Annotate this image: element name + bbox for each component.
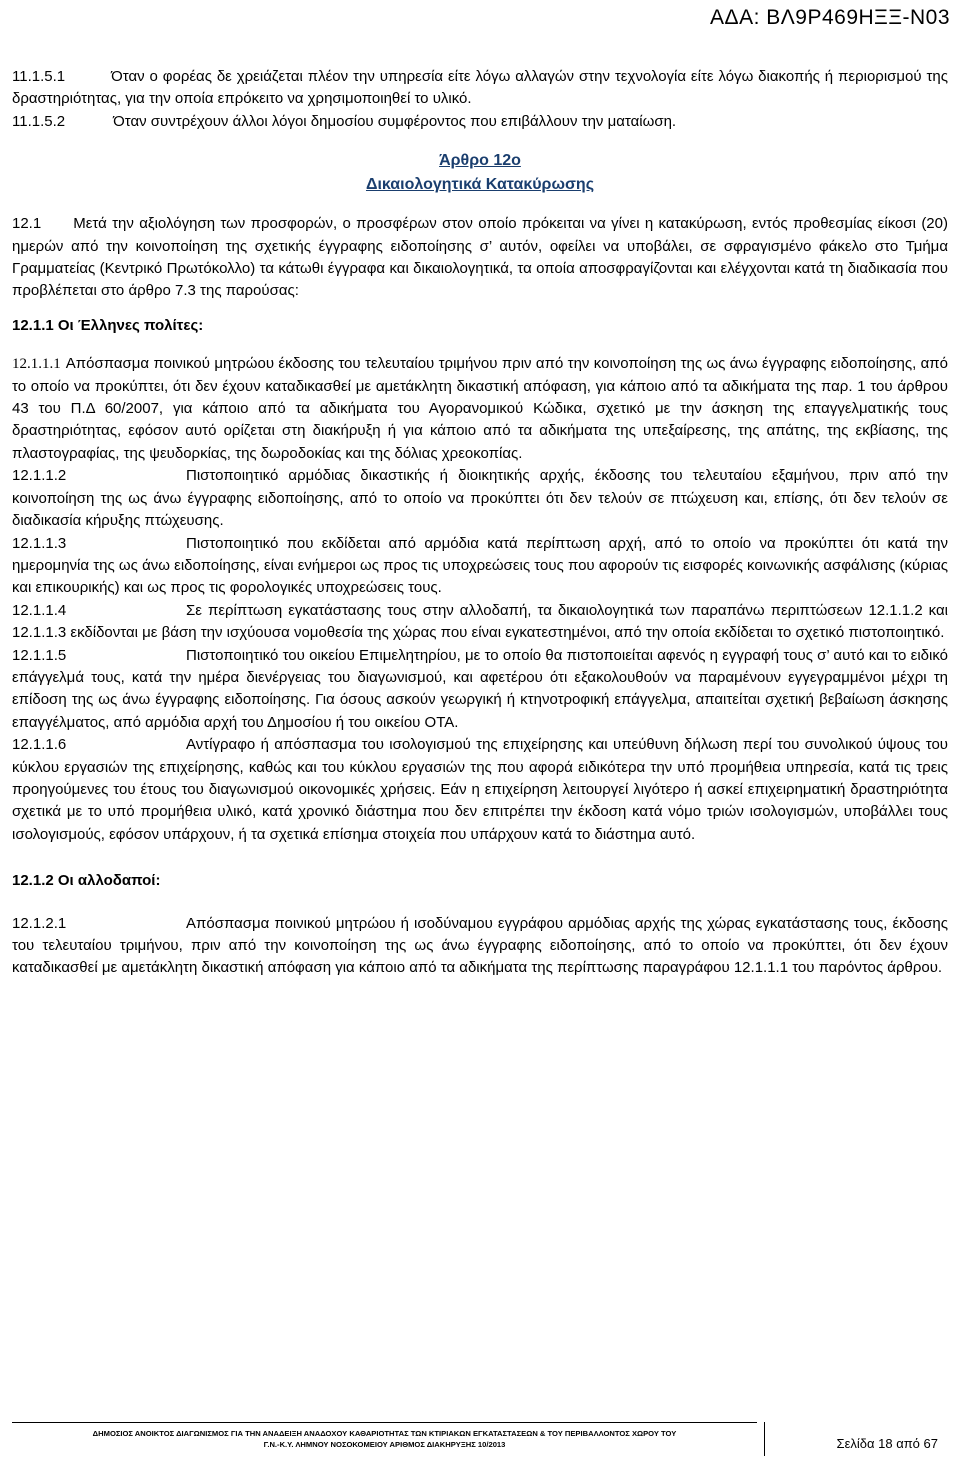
paragraph-12-1-2-1 [12,913,948,980]
clause-number: 12.1 [12,215,42,233]
clause-number: 12.1.1.4 [12,601,67,619]
article-subtitle: Δικαιολογητικά Κατακύρωσης [365,176,595,194]
clause-text: Αντίγραφο ή απόσπασμα του ισολογισμού της επιχείρησης και υπεύθυνη δήλωση περί του συνολικού ύψους του κύκλου εργασιών της επιχείρησης, καθώς και του κύκλου εργασιών της που αφορά ειδικότερα την υπό προμήθεια υπηρεσία, κατά τις τρεις προηγούμενες του έτους του διαγωνισμού οικονομικές χρήσεις. Εάν η επιχείρηση λειτουργεί λιγότερο ή ασκεί επιχειρηματική δραστηριότητα σχετικά με το υπό προμήθεια υλικό, κατά χρονικό διάστημα που δεν επιτρέπει την έκδοση κατά νόμο τριών ισολογισμών, υποβάλλει τους ισολογισμούς, εφόσον υπάρχουν, ή τα σχετικά επίσημα στοιχεία που υπάρχουν κατά το διάστημα αυτό. [12,736,948,843]
clause-text: Όταν ο φορέας δε χρειάζεται πλέον την υπηρεσία είτε λόγω αλλαγών στην τεχνολογία είτε λόγω διακοπής ή περιορισμού της δραστηριότητας, για την οποία επρόκειτο να χρησιμοποιηθεί το υλικό. [12,68,948,108]
heading-12-1-2: 12.1.2 Οι αλλοδαποί: [12,872,161,890]
page-footer [12,1422,948,1456]
clause-text: Μετά την αξιολόγηση των προσφορών, ο προσφέρων στον οποίο πρόκειται να γίνει η κατακύρωση, εντός προθεσμίας είκοσι (20) ημερών από την κοινοποίηση της σχετικής έγγραφης ειδοποίησης σ’ αυτόν, οφείλει να υποβάλει, σε σφραγισμένο φάκελο στο Τμήμα Γραμματείας (Κεντρικό Πρωτόκολλο) τα κάτωθι έγγραφα και δικαιολογητικά, τα οποία αποσφραγίζονται και ελέγχονται κατά τη διαδικασία που προβλέπεται στο άρθρο 7.3 της παρούσας: [12,215,948,300]
document-body [12,66,948,980]
clause-number: 12.1.1.5 [12,646,67,664]
article-title: Άρθρο 12ο [439,152,521,170]
paragraph-12-1-1-5 [12,645,948,735]
footer-line-1: ΔΗΜΟΣΙΟΣ ΑΝΟΙΚΤΟΣ ΔΙΑΓΩΝΙΣΜΟΣ ΓΙΑ ΤΗΝ ΑΝΑΔΕΙΞΗ ΑΝΑΔΟΧΟΥ ΚΑΘΑΡΙΟΤΗΤΑΣ ΤΩΝ ΚΤΙΡΙΑΚΩΝ ΕΓΚΑΤΑΣΤΑΣΕΩΝ & ΤΟΥ ΠΕΡΙΒΑΛΛΟΝΤΟΣ ΧΩΡΟΥ ΤΟΥ [92,1429,677,1438]
paragraph-12-1-1-6 [12,734,948,846]
clause-number: 12.1.1.3 [12,534,67,552]
footer-divider [12,1422,757,1423]
clause-number: 11.1.5.1 [12,68,66,85]
clause-text: Απόσπασμα ποινικού μητρώου έκδοσης του τελευταίου τριμήνου πριν από την κοινοποίηση της ως άνω έγγραφης ειδοποίησης, από το οποίο να προκύπτει, ότι δεν έχουν καταδικασθεί με αμετάκλητη δικαστική απόφαση, για κάποιο από τα αδικήματα της παρ. 1 του άρθρου 43 του Π.Δ 60/2007, για κάποιο από τα αδικήματα του Αγορανομικού Κώδικα, σχετικό με την άσκηση της επαγγελματικής τους δραστηριότητας, εφόσον αυτό ορίζεται στη διακήρυξη ή για κάποιο από τα αδικήματα της υπεξαίρεσης, της απάτης, της εκβίασης, της πλαστογραφίας, της ψευδορκίας, της δωροδοκίας και της δόλιας χρεοκοπίας. [12,355,948,462]
clause-text: Πιστοποιητικό του οικείου Επιμελητηρίου, με το οποίο θα πιστοποιείται αφενός η εγγραφή τους σ’ αυτό και το ειδικό επάγγελμά τους, κατά την ημέρα διενέργειας του διαγωνισμού, και αφετέρου ότι εξακολουθούν να παραμένουν εγγεγραμμένοι μέχρι τη επίδοση της ως άνω έγγραφης ειδοποίησης. Για όσους ασκούν γεωργική ή κτηνοτροφική επάγγελμα, απαιτείται σχετική βεβαίωση άσκησης επαγγέλματος, από αρμόδια αρχή του Δημοσίου ή του οικείου ΟΤΑ. [12,646,948,731]
footer-separator [764,1422,765,1456]
footer-tender-title [12,1428,757,1450]
paragraph-12-1-1-4 [12,600,948,645]
clause-number: 12.1.1.6 [12,736,67,754]
clause-number: 12.1.1.1 [12,356,61,373]
clause-text: Σε περίπτωση εγκατάστασης τους στην αλλοδαπή, τα δικαιολογητικά των παραπάνω περιπτώσεων 12.1.1.2 και 12.1.1.3 εκδίδονται με βάση την ισχύουσα νομοθεσία της χώρας που είναι εγκατεστημένοι, από την οποία εκδίδεται το σχετικό πιστοποιητικό. [12,601,948,642]
paragraph-11-1-5-2 [12,111,948,133]
clause-text: Πιστοποιητικό που εκδίδεται από αρμόδια κατά περίπτωση αρχή, από το οποίο να προκύπτει ότι κατά την ημερομηνία της ως άνω ειδοποίησης, είναι ενήμεροι ως προς τις υποχρεώσεις τους που αφορούν τις εισφορές κοινωνικής ασφάλισης (κύριας και επικουρικής) και ως προς τις φορολογικές υποχρεώσεις τους. [12,534,948,597]
clause-text: Πιστοποιητικό αρμόδιας δικαστικής ή διοικητικής αρχής, έκδοσης του τελευταίου εξαμήνου, πριν από την κοινοποίηση της ως άνω έγγραφης ειδοποίησης, από το οποίο να προκύπτει ότι δεν τελούν σε πτώχευση και, επίσης, ότι δεν τελούν σε διαδικασία κήρυξης πτώχευσης. [12,467,948,530]
page-number: Σελίδα 18 από 67 [836,1436,938,1451]
paragraph-12-1 [12,213,948,303]
clause-number: 12.1.2.1 [12,914,67,932]
paragraph-12-1-1-2 [12,465,948,532]
clause-text: Όταν συντρέχουν άλλοι λόγοι δημοσίου συμφέροντος που επιβάλλουν την ματαίωση. [113,112,677,130]
footer-line-2: Γ.Ν.-Κ.Υ. ΛΗΜΝΟΥ ΝΟΣΟΚΟΜΕΙΟΥ ΑΡΙΘΜΟΣ ΔΙΑΚΗΡΥΞΗΣ 10/2013 [263,1440,506,1449]
ada-code: ΑΔΑ: ΒΛ9Ρ469ΗΞΞ-Ν03 [710,6,950,29]
clause-text: Απόσπασμα ποινικού μητρώου ή ισοδύναμου εγγράφου αρμόδιας αρχής της χώρας εγκατάστασης τους, έκδοσης του τελευταίου τριμήνου, πριν από την κοινοποίηση της ως άνω έγγραφης ειδοποίησης, από το οποίο να προκύπτει, ότι δεν έχουν καταδικασθεί με αμετάκλητη δικαστική απόφαση για κάποιο από τα αδικήματα της περίπτωσης παραγράφου 12.1.1.1 του παρόντος άρθρου. [12,914,948,977]
paragraph-11-1-5-1 [12,66,948,111]
paragraph-12-1-1-3 [12,533,948,600]
paragraph-12-1-1-1 [12,353,948,465]
clause-number: 11.1.5.2 [12,112,66,130]
heading-12-1-1: 12.1.1 Οι Έλληνες πολίτες: [12,316,204,334]
clause-number: 12.1.1.2 [12,467,67,485]
